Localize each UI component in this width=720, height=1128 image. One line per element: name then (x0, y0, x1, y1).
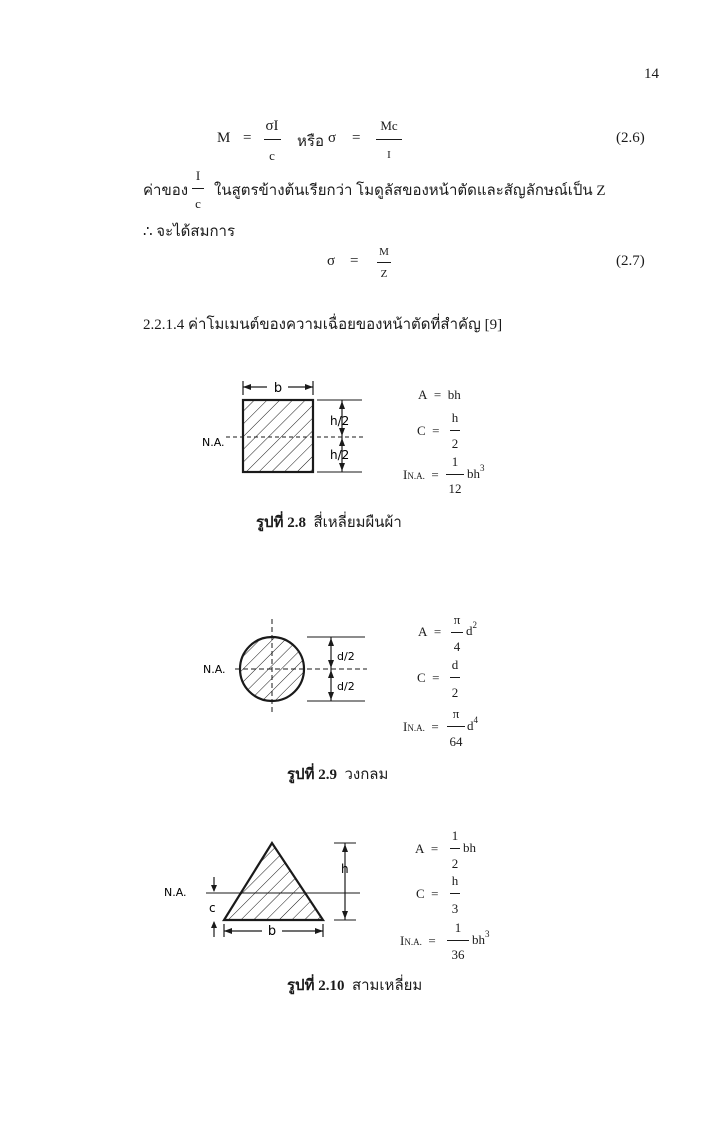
frac-numerator: M (379, 246, 389, 258)
c-bar (450, 677, 460, 678)
c-denominator: 3 (451, 901, 459, 916)
area-denominator: 4 (453, 639, 461, 654)
caption-text: สี่เหลี่ยมผืนผ้า (313, 515, 402, 531)
axis-label: N.A. (202, 436, 225, 449)
figure-caption-2-8 (256, 510, 402, 534)
axis-label: N.A. (164, 886, 187, 899)
frac1-bar (264, 139, 281, 140)
axis-label: N.A. (203, 663, 226, 676)
eq-equals: = (243, 130, 252, 146)
therefore-line: ∴ จะได้สมการ (143, 224, 236, 240)
area-rhs: bh (463, 840, 476, 855)
sentence-after: ในสูตรข้างต้นเรียกว่า โมดูลัสของหน้าตัดและสัญลักษณ์เป็น Z (214, 183, 606, 199)
eq-sigma: σ (327, 253, 336, 269)
frac1-numerator: σI (265, 118, 279, 134)
inertia-exponent: 4 (473, 715, 478, 725)
inertia-numerator: π (452, 706, 460, 721)
rectangle-section-diagram (190, 375, 380, 485)
inertia-bar (446, 474, 464, 475)
c-label: c (209, 901, 216, 915)
c-denominator: 2 (451, 685, 459, 700)
area-lhs: A (418, 387, 428, 402)
half-height-bottom-label: h/2 (330, 448, 350, 462)
frac2-bar (376, 139, 402, 140)
c-bar (450, 430, 460, 431)
eq-lhs: M (217, 130, 231, 146)
area-exponent: 2 (472, 620, 477, 630)
width-label: b (273, 381, 283, 396)
caption-text: สามเหลี่ยม (351, 978, 423, 994)
inertia-lhs: I (403, 719, 408, 734)
area-lhs: A (415, 841, 425, 856)
inertia-lhs: I (400, 933, 405, 948)
area-lhs: A (418, 624, 428, 639)
frac2-numerator: Mc (380, 118, 398, 133)
triangle-shape (224, 843, 323, 920)
inertia-lhs: I (403, 467, 408, 482)
caption-text: วงกลม (344, 767, 389, 783)
half-height-top-label: h/2 (330, 414, 350, 428)
c-numerator: h (451, 410, 459, 425)
inertia-rhs: d (467, 718, 474, 733)
rectangle-shape (243, 400, 313, 472)
frac-denominator: Z (380, 268, 388, 280)
frac-bar (377, 262, 391, 263)
eq-sigma: σ (328, 130, 337, 146)
base-label: b (267, 924, 277, 939)
sentence-frac-denominator: c (195, 196, 201, 211)
figure-caption-2-10 (287, 973, 422, 997)
area-denominator: 2 (451, 856, 459, 871)
frac1-denominator: c (269, 148, 275, 163)
page-number: 14 (644, 66, 659, 82)
inertia-denominator: 64 (449, 734, 463, 749)
inertia-subscript: N.A. (407, 471, 425, 481)
caption-label: รูปที่ 2.8 (256, 515, 306, 531)
equation-number: (2.6) (616, 130, 645, 146)
sentence-frac-numerator: I (195, 168, 201, 183)
caption-label: รูปที่ 2.10 (287, 978, 345, 994)
c-numerator: h (451, 873, 459, 888)
inertia-denominator: 12 (448, 481, 462, 496)
area-rhs: d (466, 623, 473, 638)
inertia-rhs: bh (467, 466, 480, 481)
inertia-subscript: N.A. (407, 723, 425, 733)
half-diameter-top-label: d/2 (337, 650, 355, 663)
area-bar (450, 848, 460, 849)
area-numerator: 1 (451, 828, 459, 843)
c-denominator: 2 (451, 436, 459, 451)
eq-equals-2: = (352, 130, 361, 146)
triangle-section-diagram (160, 835, 370, 945)
caption-label: รูปที่ 2.9 (287, 767, 337, 783)
inertia-denominator: 36 (451, 947, 465, 962)
sentence-frac-bar (192, 188, 204, 189)
circle-section-diagram (195, 615, 375, 725)
half-diameter-bottom-label: d/2 (337, 680, 355, 693)
area-rhs: bh (447, 387, 461, 402)
c-lhs: C (417, 423, 426, 438)
inertia-bar (447, 726, 465, 727)
inertia-subscript: N.A. (404, 937, 422, 947)
c-numerator: d (451, 657, 459, 672)
section-heading: 2.2.1.4 ค่าโมเมนต์ของความเฉื่อยของหน้าตัดที่สำคัญ [9] (143, 317, 503, 333)
equation-number: (2.7) (616, 253, 645, 269)
area-numerator: π (453, 612, 461, 627)
inertia-numerator: 1 (451, 454, 459, 469)
inertia-exponent: 3 (480, 463, 485, 473)
figure-caption-2-9 (287, 762, 388, 786)
c-lhs: C (417, 670, 426, 685)
or-word: หรือ (297, 134, 324, 150)
c-bar (450, 893, 460, 894)
inertia-exponent: 3 (485, 929, 490, 939)
eq-equals: = (350, 253, 359, 269)
inertia-numerator: 1 (454, 920, 462, 935)
inertia-bar (447, 940, 469, 941)
area-bar (451, 632, 463, 633)
inertia-rhs: bh (472, 932, 485, 947)
frac2-denominator: I (387, 149, 391, 161)
c-lhs: C (416, 886, 425, 901)
height-label: h (341, 862, 349, 876)
sentence-before: ค่าของ (143, 183, 189, 199)
